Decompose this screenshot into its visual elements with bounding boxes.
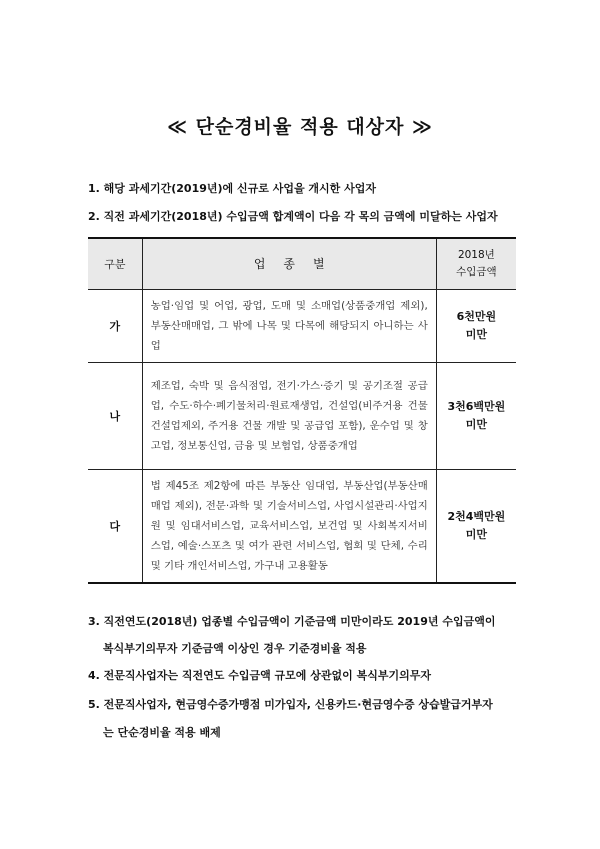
table-row (88, 289, 516, 362)
row-gubun: 가 (88, 289, 142, 362)
row-gubun: 다 (88, 469, 142, 583)
page-title: ≪ 단순경비율 적용 대상자 ≫ (167, 116, 433, 138)
row-amount-suffix: 미만 (465, 327, 487, 341)
row-gubun: 나 (88, 362, 142, 469)
note-4: 4. 전문직사업자는 직전연도 수입금액 규모에 상관없이 복식부기의무자 (88, 669, 431, 682)
header-revenue: 수입금액 (456, 265, 497, 278)
row-amount-suffix: 미만 (465, 417, 487, 431)
row-desc: 농업·임업 및 어업, 광업, 도매 및 소매업(상품중개업 제외), 부동산매매업, 그 밖에 나목 및 다목에 해당되지 아니하는 사업 (142, 289, 436, 362)
header-gubun: 구분 (88, 238, 142, 289)
item-2: 2. 직전 과세기간(2018년) 수입금액 합계액이 다음 각 목의 금액에 미달하는 사업자 (88, 210, 498, 223)
row-amount (436, 469, 516, 583)
note-3-line-2: 복식부기의무자 기준금액 이상인 경우 기준경비율 적용 (103, 642, 367, 655)
row-amount-suffix: 미만 (465, 527, 487, 541)
item-1: 1. 해당 과세기간(2019년)에 신규로 사업을 개시한 사업자 (88, 182, 376, 195)
note-5-line-1: 5. 전문직사업자, 현금영수증가맹점 미가입자, 신용카드·현금영수증 상습발급거부자 (88, 698, 493, 711)
row-amount-value: 6천만원 (456, 309, 497, 323)
row-desc: 법 제45조 제2항에 따른 부동산 임대업, 부동산업(부동산매매업 제외), 전문·과학 및 기술서비스업, 사업시설관리·사업지원 및 임대서비스업, 교육서비스업, 보건업 및 사회복지서비스업, 예술·스포츠 및 여가 관련 서비스업, 협회 및 단체, 수리 및 기타 개인서비스업, 가구내 고용활동 (142, 469, 436, 583)
row-desc: 제조업, 숙박 및 음식점업, 전기·가스·증기 및 공기조절 공급업, 수도·하수·폐기물처리·원료재생업, 건설업(비주거용 건물 건설업제외, 주거용 건물 개발 및 공급업 포함), 운수업 및 창고업, 정보통신업, 금융 및 보험업, 상품중개업 (142, 362, 436, 469)
table-row (88, 362, 516, 469)
header-year-revenue (436, 238, 516, 289)
table-row (88, 469, 516, 583)
note-3-line-1: 3. 직전연도(2018년) 업종별 수입금액이 기준금액 미만이라도 2019년 수입금액이 (88, 615, 496, 628)
header-upjong: 업종별 (142, 238, 436, 289)
table-header-row (88, 238, 516, 289)
row-amount-value: 3천6백만원 (447, 399, 506, 413)
note-5-line-2: 는 단순경비율 적용 배제 (103, 726, 221, 739)
header-year: 2018년 (457, 248, 495, 261)
row-amount (436, 362, 516, 469)
row-amount-value: 2천4백만원 (447, 509, 506, 523)
row-amount (436, 289, 516, 362)
industry-threshold-table (88, 237, 516, 584)
